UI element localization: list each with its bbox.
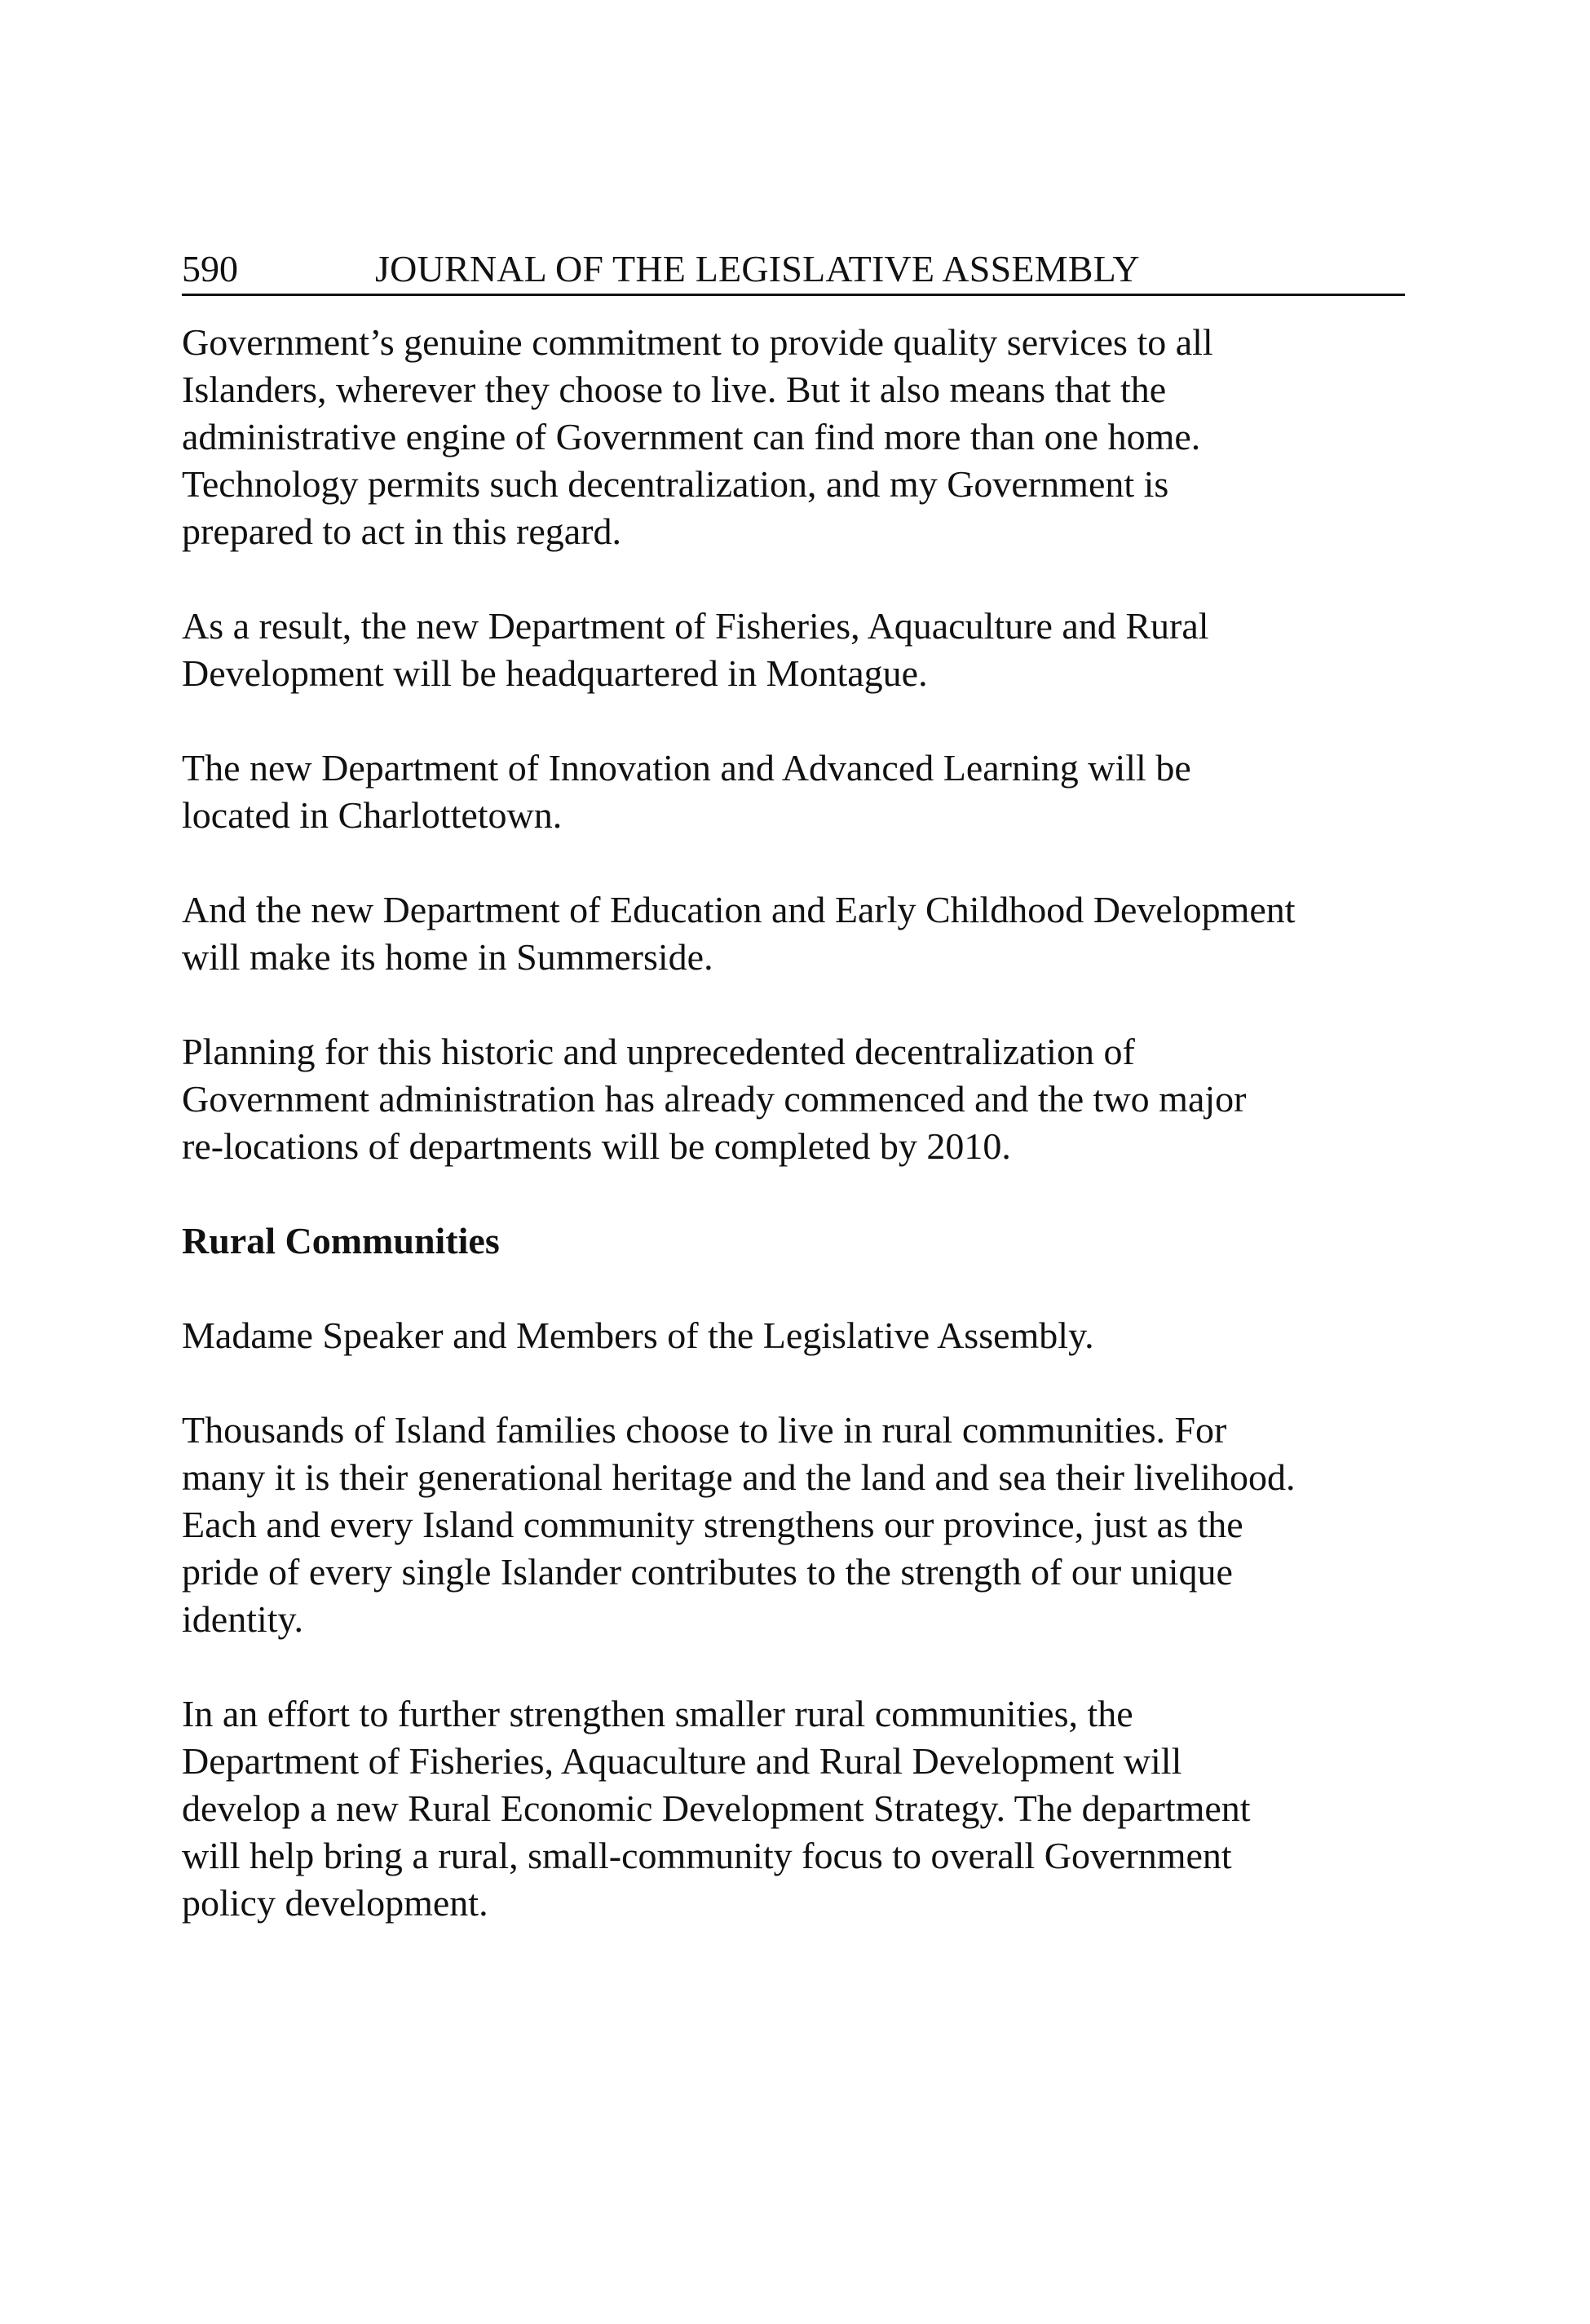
paragraph (182, 744, 1405, 839)
page-number: 590 (182, 248, 238, 289)
paragraph (182, 319, 1405, 555)
text-line: Government’s genuine commitment to provide quality services to all (182, 321, 1213, 363)
paragraph (182, 1312, 1405, 1359)
text-line: re-locations of departments will be completed by 2010. (182, 1125, 1011, 1167)
text-line: policy development. (182, 1882, 488, 1924)
text-line: As a result, the new Department of Fisheries, Aquaculture and Rural (182, 605, 1209, 647)
text-line: Each and every Island community strengthens our province, just as the (182, 1504, 1243, 1545)
paragraph (182, 886, 1405, 981)
paragraph (182, 603, 1405, 697)
text-line: identity. (182, 1598, 304, 1640)
text-line: will make its home in Summerside. (182, 936, 713, 978)
text-line: pride of every single Islander contributes to the strength of our unique (182, 1551, 1233, 1593)
text-line: Technology permits such decentralization, and my Government is (182, 463, 1169, 505)
section-heading: Rural Communities (182, 1220, 500, 1261)
text-line: Thousands of Island families choose to live in rural communities. For (182, 1409, 1227, 1451)
text-line: located in Charlottetown. (182, 794, 563, 836)
paragraph (182, 1407, 1405, 1643)
text-line: will help bring a rural, small-community focus to overall Government (182, 1835, 1232, 1876)
text-line: Islanders, wherever they choose to live. But it also means that the (182, 369, 1167, 410)
document-page (182, 245, 1405, 1974)
text-line: prepared to act in this regard. (182, 510, 621, 552)
text-line: Planning for this historic and unprecedented decentralization of (182, 1031, 1135, 1072)
text-line: And the new Department of Education and Early Childhood Development (182, 889, 1296, 930)
text-line: develop a new Rural Economic Development Strategy. The department (182, 1787, 1251, 1829)
paragraph (182, 1028, 1405, 1170)
running-header (182, 245, 1405, 296)
text-line: Government administration has already commenced and the two major (182, 1078, 1247, 1120)
text-line: Department of Fisheries, Aquaculture and Rural Development will (182, 1740, 1182, 1782)
text-line: Development will be headquartered in Montague. (182, 652, 928, 694)
body-text (182, 319, 1405, 1927)
journal-title: JOURNAL OF THE LEGISLATIVE ASSEMBLY (375, 248, 1140, 289)
text-line: administrative engine of Government can find more than one home. (182, 416, 1201, 457)
text-line: The new Department of Innovation and Advanced Learning will be (182, 747, 1191, 789)
text-line: In an effort to further strengthen smaller rural communities, the (182, 1693, 1133, 1734)
text-line: Madame Speaker and Members of the Legislative Assembly. (182, 1314, 1094, 1356)
paragraph (182, 1690, 1405, 1927)
text-line: many it is their generational heritage and the land and sea their livelihood. (182, 1456, 1296, 1498)
